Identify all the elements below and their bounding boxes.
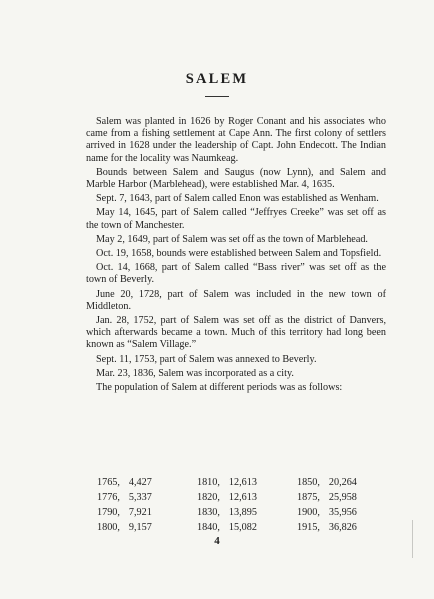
population-year: 1830,: [196, 507, 220, 518]
scan-edge-mark: [412, 520, 413, 558]
population-value: 12,613: [228, 492, 257, 503]
population-year: 1765,: [97, 477, 120, 488]
population-year: 1820,: [196, 492, 220, 503]
population-table: [97, 475, 397, 535]
paragraph-danvers: Jan. 28, 1752, part of Salem was set off as the district of Danvers, which afterwards became a town. Much of this territory had long been known as “Salem Village.”: [86, 315, 386, 351]
population-value: 7,921: [128, 507, 152, 518]
paragraph-founding: Salem was planted in 1626 by Roger Conant and his associates who came from a fishing settlement at Cape Ann. The first colony of settlers arrived in 1628 under the leadership of Capt. John Endecott. The Indian name for the locality was Naumkeag.: [86, 116, 386, 164]
table-row: [97, 475, 397, 490]
paragraph-wenham: Sept. 7, 1643, part of Salem called Enon was established as Wenham.: [96, 193, 379, 205]
body-text: [86, 116, 386, 396]
page-number: 4: [214, 535, 220, 547]
paragraph-bounds-1635: Bounds between Salem and Saugus (now Lynn), and Salem and Marble Harbor (Marblehead), were established Mar. 4, 1635.: [86, 166, 386, 191]
population-value: 25,958: [328, 492, 357, 503]
population-year: 1875,: [296, 492, 320, 503]
paragraph-population-intro: The population of Salem at different periods was as follows:: [96, 382, 343, 394]
table-row: [97, 490, 397, 505]
page-title: SALEM: [185, 71, 249, 87]
population-value: 9,157: [128, 522, 152, 533]
population-year: 1900,: [296, 507, 320, 518]
population-value: 13,895: [228, 507, 257, 518]
paragraph-middleton: June 20, 1728, part of Salem was included in the new town of Middleton.: [86, 288, 386, 312]
population-value: 5,337: [128, 492, 152, 503]
population-year: 1800,: [97, 522, 120, 533]
table-row: [97, 505, 397, 520]
population-year: 1790,: [97, 507, 120, 518]
paragraph-city: Mar. 23, 1836, Salem was incorporated as a city.: [96, 367, 294, 379]
population-value: 36,826: [328, 522, 357, 533]
population-year: 1915,: [296, 522, 320, 533]
paragraph-beverly: Oct. 14, 1668, part of Salem called “Bass river” was set off as the town of Beverly.: [86, 262, 386, 286]
title-underline-rule: [205, 96, 229, 97]
table-row: [97, 520, 397, 535]
population-year: 1850,: [296, 477, 320, 488]
population-year: 1810,: [196, 477, 220, 488]
population-value: 15,082: [228, 522, 257, 533]
paragraph-manchester: May 14, 1645, part of Salem called “Jeffryes Creeke” was set off as the town of Manchester.: [86, 207, 386, 231]
population-value: 4,427: [128, 477, 152, 488]
population-year: 1840,: [196, 522, 220, 533]
population-value: 35,956: [328, 507, 357, 518]
paragraph-beverly-annex: Sept. 11, 1753, part of Salem was annexed to Beverly.: [96, 353, 317, 365]
population-value: 20,264: [328, 477, 357, 488]
population-value: 12,613: [228, 477, 257, 488]
paragraph-marblehead: May 2, 1649, part of Salem was set off as the town of Marblehead.: [96, 233, 368, 245]
population-year: 1776,: [97, 492, 120, 503]
paragraph-topsfield: Oct. 19, 1658, bounds were established between Salem and Topsfield.: [96, 248, 382, 260]
